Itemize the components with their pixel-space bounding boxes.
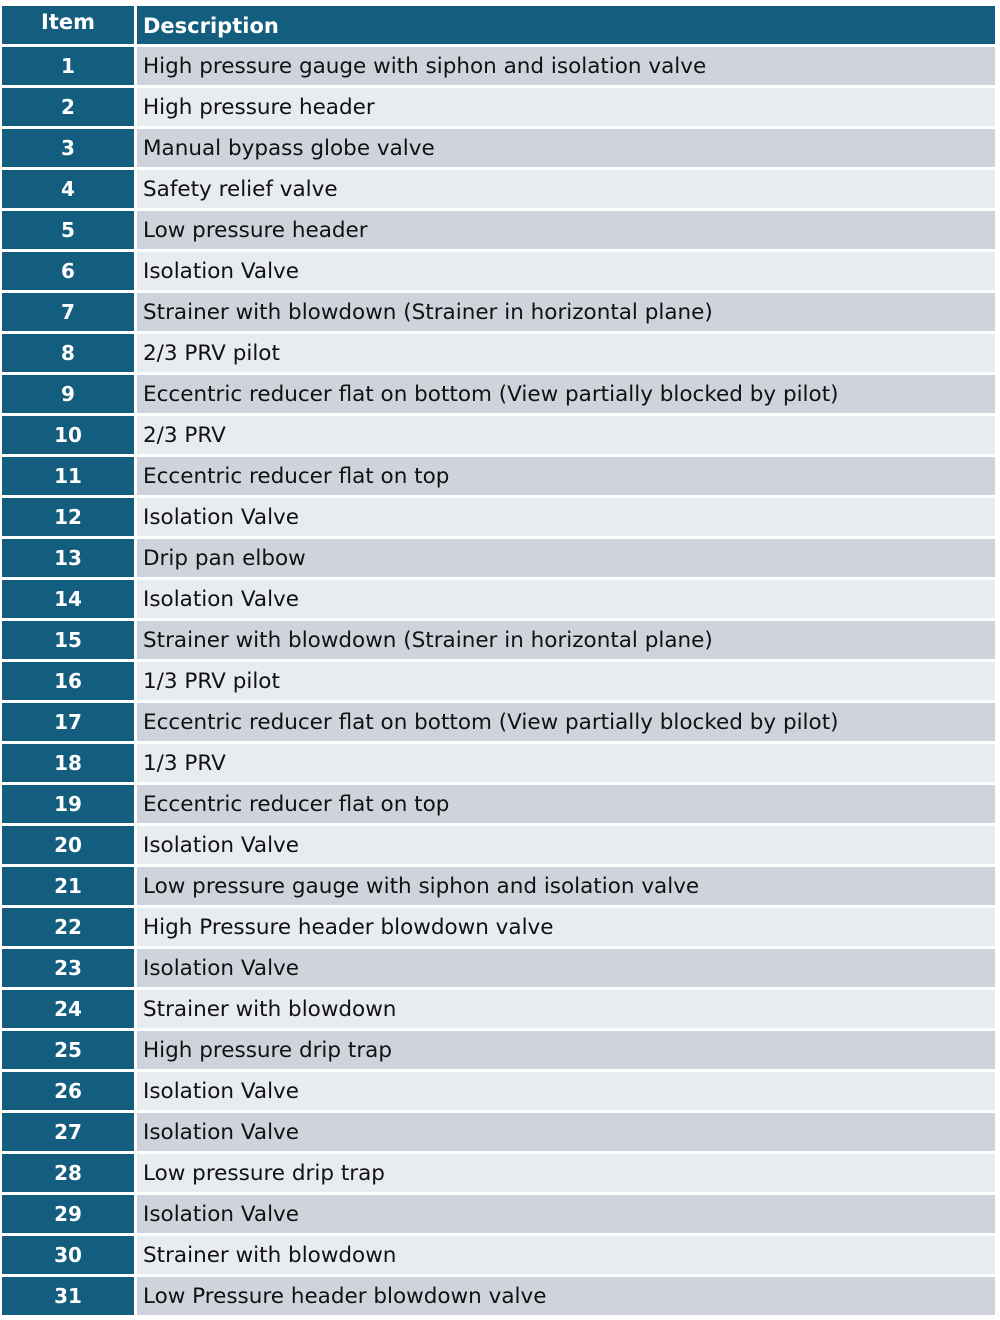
row-description: Eccentric reducer flat on bottom (View partially blocked by pilot) <box>137 703 995 741</box>
row-description: Strainer with blowdown (Strainer in horizontal plane) <box>137 293 995 331</box>
row-description: Isolation Valve <box>137 826 995 864</box>
row-description: Safety relief valve <box>137 170 995 208</box>
row-item-number: 13 <box>2 539 134 577</box>
row-description: Eccentric reducer flat on top <box>137 457 995 495</box>
row-description: 2/3 PRV <box>137 416 995 454</box>
row-item-number: 30 <box>2 1236 134 1274</box>
row-item-number: 25 <box>2 1031 134 1069</box>
row-description: Low pressure header <box>137 211 995 249</box>
row-description: Low pressure drip trap <box>137 1154 995 1192</box>
row-description: 1/3 PRV pilot <box>137 662 995 700</box>
row-description: High pressure gauge with siphon and isolation valve <box>137 47 995 85</box>
row-item-number: 15 <box>2 621 134 659</box>
row-description: Isolation Valve <box>137 1195 995 1233</box>
row-item-number: 17 <box>2 703 134 741</box>
row-description: Strainer with blowdown <box>137 990 995 1028</box>
row-description: Strainer with blowdown <box>137 1236 995 1274</box>
row-item-number: 18 <box>2 744 134 782</box>
row-item-number: 9 <box>2 375 134 413</box>
row-description: Drip pan elbow <box>137 539 995 577</box>
row-item-number: 12 <box>2 498 134 536</box>
row-item-number: 23 <box>2 949 134 987</box>
row-item-number: 14 <box>2 580 134 618</box>
row-description: High Pressure header blowdown valve <box>137 908 995 946</box>
row-item-number: 29 <box>2 1195 134 1233</box>
row-item-number: 24 <box>2 990 134 1028</box>
row-description: Isolation Valve <box>137 252 995 290</box>
legend-table <box>2 6 995 1315</box>
row-item-number: 10 <box>2 416 134 454</box>
row-description: Strainer with blowdown (Strainer in horizontal plane) <box>137 621 995 659</box>
row-description: High pressure header <box>137 88 995 126</box>
row-item-number: 11 <box>2 457 134 495</box>
row-item-number: 2 <box>2 88 134 126</box>
row-description: Isolation Valve <box>137 1113 995 1151</box>
row-item-number: 26 <box>2 1072 134 1110</box>
header-description: Description <box>137 6 995 44</box>
row-item-number: 7 <box>2 293 134 331</box>
row-item-number: 3 <box>2 129 134 167</box>
row-item-number: 22 <box>2 908 134 946</box>
row-description: Isolation Valve <box>137 498 995 536</box>
row-item-number: 8 <box>2 334 134 372</box>
row-item-number: 1 <box>2 47 134 85</box>
row-item-number: 4 <box>2 170 134 208</box>
row-item-number: 28 <box>2 1154 134 1192</box>
row-item-number: 21 <box>2 867 134 905</box>
row-description: Eccentric reducer flat on top <box>137 785 995 823</box>
row-description: High pressure drip trap <box>137 1031 995 1069</box>
row-item-number: 31 <box>2 1277 134 1315</box>
row-description: 2/3 PRV pilot <box>137 334 995 372</box>
row-item-number: 16 <box>2 662 134 700</box>
row-item-number: 5 <box>2 211 134 249</box>
row-description: Low Pressure header blowdown valve <box>137 1277 995 1315</box>
row-description: Manual bypass globe valve <box>137 129 995 167</box>
row-description: Isolation Valve <box>137 949 995 987</box>
row-description: Eccentric reducer flat on bottom (View partially blocked by pilot) <box>137 375 995 413</box>
row-description: 1/3 PRV <box>137 744 995 782</box>
row-item-number: 20 <box>2 826 134 864</box>
row-item-number: 6 <box>2 252 134 290</box>
row-item-number: 27 <box>2 1113 134 1151</box>
row-description: Isolation Valve <box>137 580 995 618</box>
row-description: Isolation Valve <box>137 1072 995 1110</box>
header-item: Item <box>2 6 134 44</box>
row-description: Low pressure gauge with siphon and isolation valve <box>137 867 995 905</box>
row-item-number: 19 <box>2 785 134 823</box>
